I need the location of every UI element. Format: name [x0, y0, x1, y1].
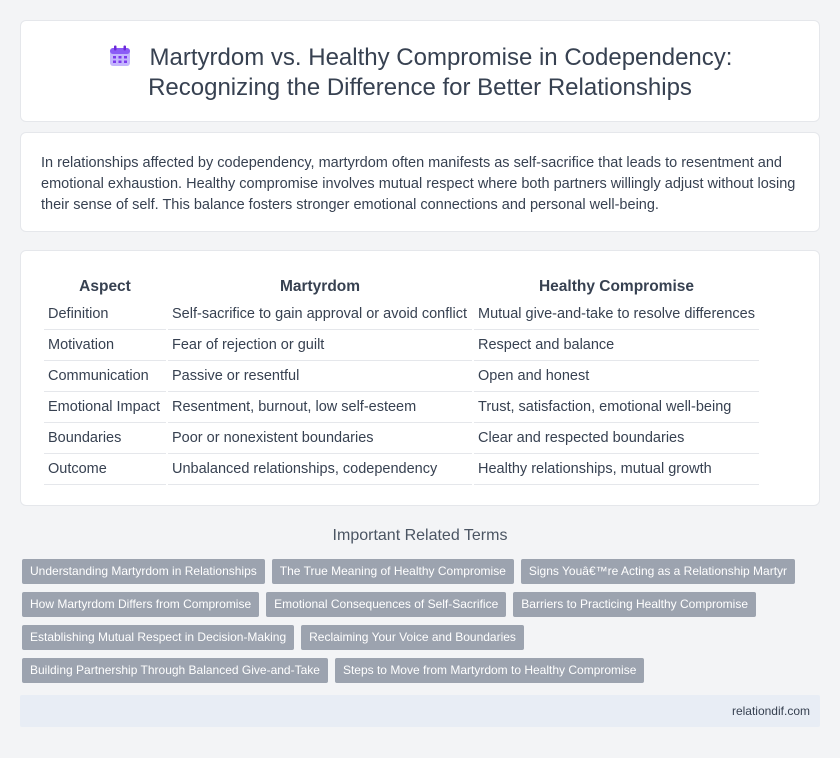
title-line-2: Recognizing the Difference for Better Relationships [148, 74, 692, 101]
intro-card [20, 132, 820, 232]
related-term-link[interactable]: The True Meaning of Healthy Compromise [272, 559, 514, 584]
table-cell: Unbalanced relationships, codependency [168, 454, 472, 485]
column-header-martyrdom: Martyrdom [279, 278, 361, 295]
table-row [44, 361, 759, 392]
related-term-link[interactable]: Steps to Move from Martyrdom to Healthy Compromise [335, 658, 644, 683]
table-cell: Boundaries [44, 423, 166, 454]
table-cell: Fear of rejection or guilt [168, 330, 472, 361]
related-term-link[interactable]: Barriers to Practicing Healthy Compromise [513, 592, 756, 617]
related-term-link[interactable]: Establishing Mutual Respect in Decision-Making [22, 625, 294, 650]
comparison-table [42, 275, 761, 485]
related-term-link[interactable]: Reclaiming Your Voice and Boundaries [301, 625, 524, 650]
table-cell: Open and honest [474, 361, 759, 392]
table-cell: Resentment, burnout, low self-esteem [168, 392, 472, 423]
calendar-icon [108, 44, 132, 68]
table-cell: Healthy relationships, mutual growth [474, 454, 759, 485]
table-cell: Trust, satisfaction, emotional well-being [474, 392, 759, 423]
table-cell: Passive or resentful [168, 361, 472, 392]
table-header-row [44, 275, 759, 299]
intro-paragraph: In relationships affected by codependency, martyrdom often manifests as self-sacrifice that leads to resentment and emotional exhaustion. Healthy compromise involves mutual respect where both partners willingly adjust without losing their sense of self. This balance fosters stronger emotional connections and personal well-being. [41, 155, 796, 213]
footer [20, 695, 820, 727]
table-cell: Mutual give-and-take to resolve differences [474, 299, 759, 330]
table-cell: Communication [44, 361, 166, 392]
page-title [21, 43, 819, 103]
title-card [20, 20, 820, 122]
title-line-1: Martyrdom vs. Healthy Compromise in Codependency: [149, 44, 733, 71]
related-term-link[interactable]: Building Partnership Through Balanced Give-and-Take [22, 658, 328, 683]
table-row [44, 454, 759, 485]
column-header-aspect: Aspect [79, 278, 131, 295]
related-term-link[interactable]: Signs Youâ€™re Acting as a Relationship Martyr [521, 559, 795, 584]
table-cell: Definition [44, 299, 166, 330]
table-cell: Self-sacrifice to gain approval or avoid conflict [168, 299, 472, 330]
related-terms-list [22, 559, 822, 691]
table-row [44, 299, 759, 330]
table-cell: Poor or nonexistent boundaries [168, 423, 472, 454]
table-row [44, 423, 759, 454]
table-row [44, 392, 759, 423]
table-cell: Outcome [44, 454, 166, 485]
site-name[interactable]: relationdif.com [731, 704, 810, 718]
related-term-link[interactable]: How Martyrdom Differs from Compromise [22, 592, 259, 617]
column-header-healthy-compromise: Healthy Compromise [538, 278, 695, 295]
table-cell: Clear and respected boundaries [474, 423, 759, 454]
comparison-card [20, 250, 820, 506]
table-cell: Respect and balance [474, 330, 759, 361]
related-terms-heading: Important Related Terms [332, 527, 508, 544]
table-cell: Motivation [44, 330, 166, 361]
table-cell: Emotional Impact [44, 392, 166, 423]
table-row [44, 330, 759, 361]
related-term-link[interactable]: Emotional Consequences of Self-Sacrifice [266, 592, 506, 617]
related-term-link[interactable]: Understanding Martyrdom in Relationships [22, 559, 265, 584]
